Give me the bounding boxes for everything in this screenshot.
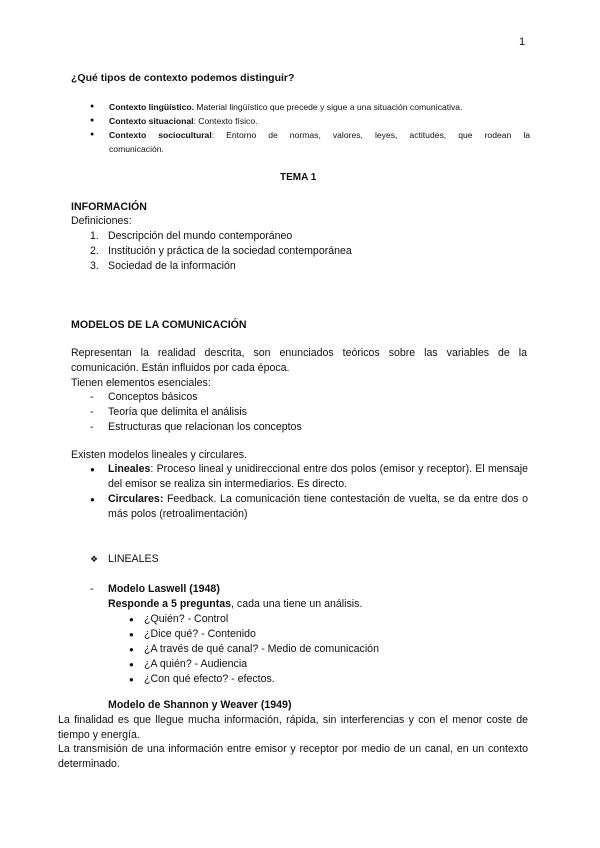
- laswell-questions: [129, 612, 379, 687]
- list-item: ● Contexto lingüístico. Material lingüístico que precede y sigue a una situación comunicativa.: [90, 100, 530, 114]
- list-item: ● ¿Quién? - Control: [129, 612, 379, 627]
- list-item: 2. Institución y práctica de la sociedad contemporánea: [90, 245, 352, 257]
- list-item: ● ¿A través de qué canal? - Medio de comunicación: [129, 642, 379, 657]
- list-item: ● Circulares: Feedback. La comunicación tiene contestación de vuelta, se da entre dos o más polos (retroalimentación): [90, 492, 528, 522]
- elementos-list: [90, 390, 302, 435]
- elementos-intro: Tienen elementos esenciales:: [71, 377, 211, 389]
- definiciones-list: [90, 229, 352, 274]
- shannon-paragraph-2: La transmisión de una información entre emisor y receptor por medio de un canal, en un contexto determinado.: [58, 743, 528, 770]
- tema-title: TEMA 1: [280, 172, 317, 183]
- list-item: ● Contexto situacional: Contexto físico.: [90, 114, 530, 128]
- lineales-section-label: ❖ LINEALES: [90, 553, 159, 565]
- modelos-heading: MODELOS DE LA COMUNICACIÓN: [71, 319, 247, 331]
- modelos-paragraph: Representan la realidad descrita, son enunciados teóricos sobre las variables de la comunicación. Están influidos por cada época.: [71, 347, 527, 374]
- page-number: 1: [519, 36, 526, 48]
- diamond-bullet-icon: ❖: [90, 554, 99, 564]
- laswell-subtitle: Responde a 5 preguntas, cada una tiene un análisis.: [108, 598, 363, 610]
- list-item: - Estructuras que relacionan los conceptos: [90, 421, 302, 433]
- justified-line: ● Contexto sociocultural: Entorno de normas, valores, leyes, actitudes, que rodean la: [109, 130, 531, 140]
- informacion-heading: INFORMACIÓN: [71, 201, 147, 213]
- shannon-title: Modelo de Shannon y Weaver (1949): [108, 699, 292, 711]
- laswell-title: Modelo Laswell (1948): [108, 583, 220, 595]
- list-item: 3. Sociedad de la información: [90, 260, 236, 272]
- list-item: - Teoría que delimita el análisis: [90, 406, 247, 418]
- list-item: ● ¿Con qué efecto? - efectos.: [129, 672, 379, 687]
- list-item: 1. Descripción del mundo contemporáneo: [90, 230, 293, 242]
- laswell-dash: -: [90, 583, 94, 595]
- list-item: - Conceptos básicos: [90, 391, 198, 403]
- list-item: ● ¿A quién? - Audiencia: [129, 657, 379, 672]
- list-item: ● Lineales: Proceso lineal y unidireccional entre dos polos (emisor y receptor). El mensaje del emisor se realiza sin intermediarios. Es directo.: [90, 462, 528, 492]
- context-list: [90, 100, 530, 156]
- list-item: ● Contexto sociocultural: Entorno de normas, valores, leyes, actitudes, que rodean la comunicación.: [90, 128, 530, 156]
- definiciones-label: Definiciones:: [71, 215, 132, 227]
- list-item: ● ¿Dice qué? - Contenido: [129, 627, 379, 642]
- context-heading: ¿Qué tipos de contexto podemos distinguir?: [71, 72, 295, 84]
- tipos-intro: Existen modelos lineales y circulares.: [71, 449, 248, 461]
- shannon-paragraph: La finalidad es que llegue mucha información, rápida, sin interferencias y con el menor coste de tiempo y energía.: [58, 714, 528, 741]
- tipos-list: [90, 462, 528, 522]
